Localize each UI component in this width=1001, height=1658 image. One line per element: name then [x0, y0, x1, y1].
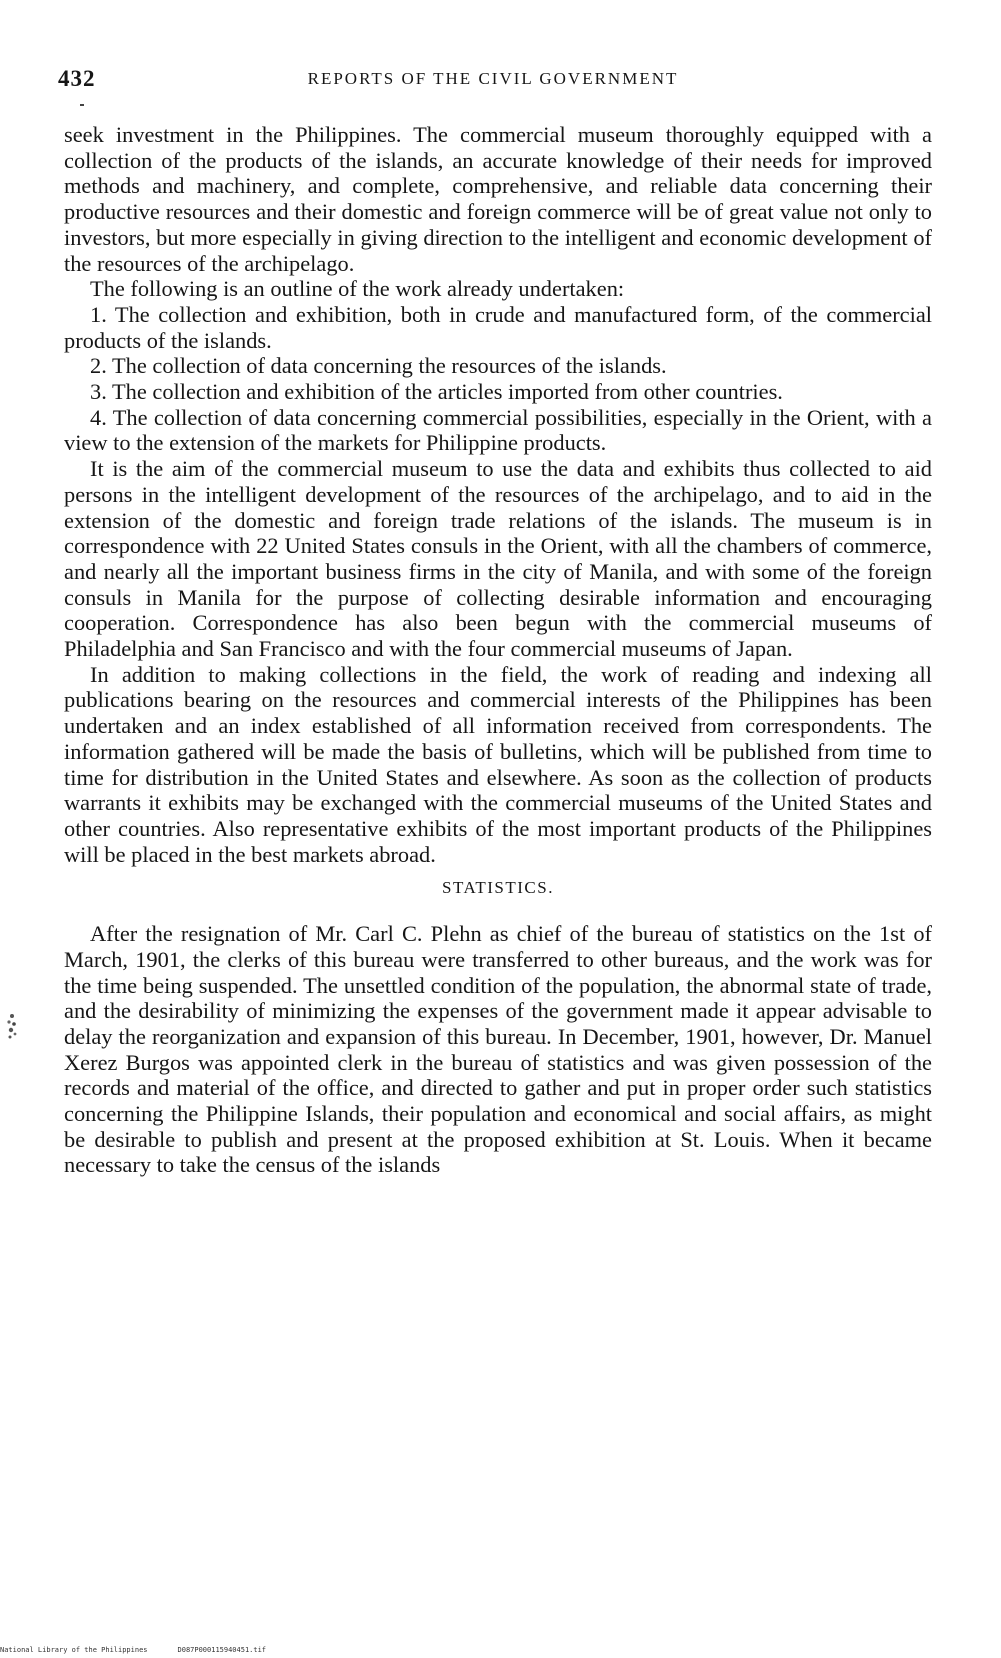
paragraph-continuation: seek investment in the Philippines. The commercial museum thoroughly equipped with a collection of the products of the islands, an accurate knowledge of their needs for improved methods and machinery, and complete, comprehensive, and reliable data concerning their productive resources and their domestic and foreign commerce will be of great value not only to investors, but more especially in giving direction to the intelligent and economic development of the resources of the archipelago. [64, 122, 932, 276]
page-header [58, 66, 928, 92]
footer-library: National Library of the Philippines [0, 1646, 148, 1654]
paragraph-statistics: After the resignation of Mr. Carl C. Plehn as chief of the bureau of statistics on the 1st of March, 1901, the clerks of this bureau were transferred to other bureaus, and the work was for the time being suspended. The unsettled condition of the population, the abnormal state of trade, and the desirability of minimizing the expenses of the government made it appear advisable to delay the reorganization and expansion of this bureau. In December, 1901, however, Dr. Manuel Xerez Burgos was appointed clerk in the bureau of statistics and was given possession of the records and material of the office, and directed to gather and put in proper order such statistics concerning the Philippine Islands, their population and economical and social affairs, as might be desirable to publish and present at the proposed exhibition at St. Louis. When it became necessary to take the census of the islands [64, 921, 932, 1178]
section-heading-statistics: STATISTICS. [442, 878, 554, 898]
running-head: REPORTS OF THE CIVIL GOVERNMENT [307, 69, 679, 88]
paragraph-indexing: In addition to making collections in the field, the work of reading and indexing all publications bearing on the resources and commercial interests of the Philippines has been undertaken and an index established of all information received from correspondents. The information gathered will be made the basis of bulletins, which will be published from time to time for distribution in the United States and elsewhere. As soon as the collection of products warrants it exhibits may be exchanged with the commercial museums of the United States and other countries. Also representative exhibits of the most important products of the Philippines will be placed in the best markets abroad. [64, 661, 932, 867]
paragraph-museum-aim: It is the aim of the commercial museum to use the data and exhibits thus collected to aid persons in the intelligent development of the resources of the archipelago, and to aid in the extension of the domestic and foreign trade relations of the islands. The museum is in correspondence with 22 United States consuls in the Orient, with all the chambers of commerce, and nearly all the important business firms in the city of Manila, and with some of the foreign consuls in Manila for the purpose of collecting desirable information and encouraging cooperation. Correspondence has also been begun with the commercial museums of Philadelphia and San Francisco and with the four commercial museums of Japan. [64, 456, 932, 662]
outline-item-3: 3. The collection and exhibition of the articles imported from other countries. [90, 379, 783, 405]
page-body [64, 122, 932, 1178]
page-number: 432 [58, 66, 96, 91]
outline-item-2: 2. The collection of data concerning the resources of the islands. [90, 353, 667, 379]
paragraph-outline-intro: The following is an outline of the work already undertaken: [90, 276, 625, 302]
header-mark [80, 104, 84, 106]
outline-item-4: 4. The collection of data concerning commercial possibilities, especially in the Orient, with a view to the extension of the markets for Philippine products. [64, 404, 932, 456]
outline-item-1: 1. The collection and exhibition, both in crude and manufactured form, of the commercial products of the islands. [64, 301, 932, 353]
scan-footer [0, 1646, 296, 1654]
footer-file-id: D087P000115940451.tif [177, 1646, 267, 1654]
ink-smudge [4, 1010, 20, 1042]
